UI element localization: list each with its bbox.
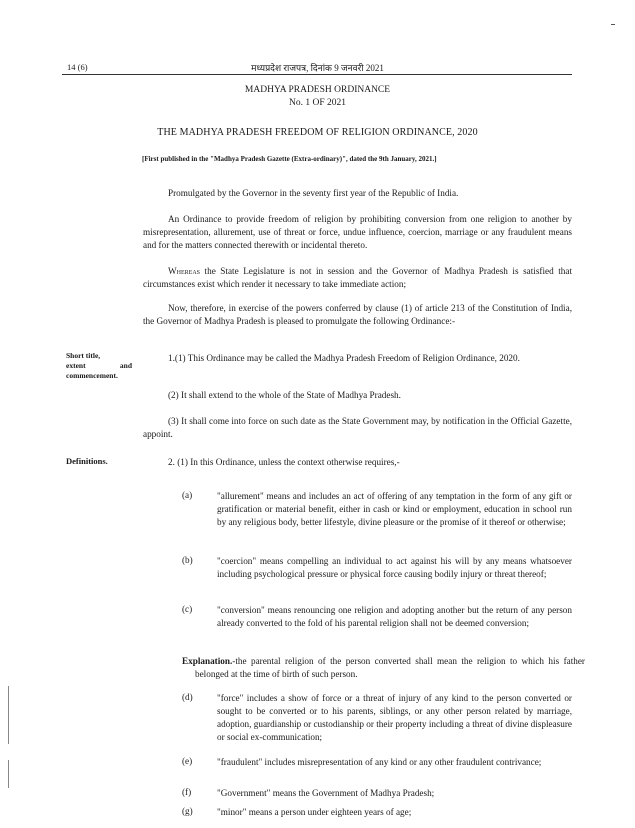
margin-note-short-title <box>66 351 132 381</box>
ordinance-heading: MADHYA PRADESH ORDINANCE <box>244 85 391 95</box>
definition-label: (e) <box>182 756 193 766</box>
margin-note-line: commencement. <box>66 371 118 380</box>
margin-note-line <box>66 361 132 371</box>
enacting-paragraph: Now, therefore, in exercise of the powers conferred by clause (1) of article 213 of the Constitution of India, the Governor of Madhya Pradesh is pleased to promulgate the following Ordinance:- <box>143 303 572 326</box>
scan-mark <box>611 24 615 25</box>
publication-note: [First published in the "Madhya Pradesh Gazette (Extra-ordinary)", dated the 9th January, 2021.] <box>142 155 437 163</box>
gazette-header-title: मध्यप्रदेश राजपत्र, दिनांक 9 जनवरी 2021 <box>251 63 384 73</box>
definition-fraudulent: "fraudulent" includes misrepresentation of any kind or any other fraudulent contrivance; <box>217 757 542 767</box>
definition-label: (a) <box>182 490 193 500</box>
definition-label: (b) <box>182 555 193 565</box>
promulgation-line: Promulgated by the Governor in the seventy first year of the Republic of India. <box>168 188 459 198</box>
whereas-paragraph <box>143 265 572 291</box>
scan-margin-line <box>8 686 9 744</box>
explanation-paragraph <box>182 655 585 681</box>
explanation-label: Explanation. <box>182 656 233 666</box>
long-title-paragraph: An Ordinance to provide freedom of religion by prohibiting conversion from one religion to another by misrepresentation, allurement, use of threat or force, undue influence, coercion, marriage or any fraudulent means and for the matters connected therewith or incidental thereto. <box>143 214 572 250</box>
definition-government: "Government" means the Government of Madhya Pradesh; <box>217 788 435 798</box>
margin-note-definitions: Definitions. <box>66 456 108 466</box>
ordinance-number: No. 1 OF 2021 <box>288 98 346 108</box>
whereas-text: the State Legislature is not in session and the Governor of Madhya Pradesh is satisfied that circumstances exist which render it necessary to take immediate action; <box>143 266 573 289</box>
definition-label: (d) <box>182 692 193 702</box>
definition-label: (g) <box>182 806 193 816</box>
margin-note-line: Short title, <box>66 351 101 360</box>
margin-note-word: extent <box>66 361 86 370</box>
page-number: 14 (6) <box>67 62 88 72</box>
scan-margin-line <box>8 760 9 788</box>
ordinance-title: THE MADHYA PRADESH FREEDOM OF RELIGION ORDINANCE, 2020 <box>157 127 478 138</box>
definition-label: (f) <box>182 787 192 797</box>
section-1-1: 1.(1) This Ordinance may be called the Madhya Pradesh Freedom of Religion Ordinance, 2020. <box>168 353 520 363</box>
definition-coercion: "coercion" means compelling an individual to act against his will by any means whatsoever including psychological pressure or physical force causing bodily injury or threat thereof; <box>217 556 572 579</box>
whereas-word: Whereas <box>168 266 201 276</box>
definition-label: (c) <box>182 604 193 614</box>
definition-conversion: "conversion" means renouncing one religion and adopting another but the return of any person already converted to the fold of his parental religion shall not be deemed conversion; <box>217 605 572 628</box>
section-1-3: (3) It shall come into force on such date as the State Government may, by notification in the Official Gazette, appoint. <box>143 416 572 439</box>
margin-note-word: and <box>119 361 132 370</box>
section-1-2: (2) It shall extend to the whole of the State of Madhya Pradesh. <box>168 390 401 400</box>
definition-force: "force" includes a show of force or a threat of injury of any kind to the person converted or sought to be converted or to his parents, siblings, or any other person related by marriage, adoption, guardianship or custodianship or their property including a threat of divine displeasure or social ex-communication; <box>217 693 572 742</box>
header-rule <box>62 74 572 75</box>
section-2-intro: 2. (1) In this Ordinance, unless the context otherwise requires,- <box>168 457 400 467</box>
ordinance-heading-block <box>0 84 635 110</box>
definition-minor: "minor" means a person under eighteen years of age; <box>217 807 412 817</box>
explanation-text: -the parental religion of the person converted shall mean the religion to which his father belonged at the time of birth of such person. <box>195 656 585 679</box>
definition-allurement: "allurement" means and includes an act of offering of any temptation in the form of any gift or gratification or material benefit, either in cash or kind or employment, education in school run by any religious body, better lifestyle, divine pleasure or the promise of it thereof or otherwise; <box>217 491 572 527</box>
